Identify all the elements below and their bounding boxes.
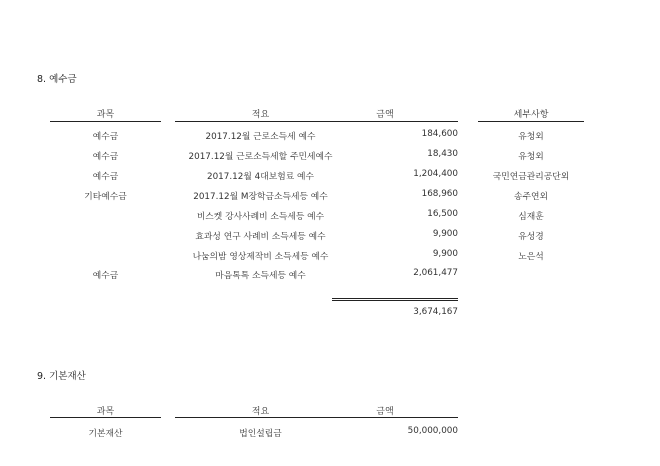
row-detail: 유성경 <box>518 232 544 242</box>
row-description: 2017.12월 근로소득세할 주민세예수 <box>188 152 333 162</box>
row-detail: 국민연금관리공단외 <box>492 172 570 182</box>
row-category: 예수금 <box>92 152 119 162</box>
row-amount: 168,960 <box>421 189 458 199</box>
row-amount: 50,000,000 <box>407 426 458 436</box>
header-amount: 금액 <box>376 407 394 417</box>
row-detail: 유청외 <box>518 152 544 162</box>
row-detail: 노은석 <box>518 252 544 262</box>
section-title-deposits: 8. 예수금 <box>37 74 77 85</box>
header-amount: 금액 <box>376 110 394 120</box>
row-description: 비스켓 강사사례비 소득세등 예수 <box>196 212 325 222</box>
header-underline <box>50 121 161 122</box>
row-description: 2017.12월 4대보험료 예수 <box>206 172 315 182</box>
header-underline <box>175 417 340 418</box>
row-amount: 9,900 <box>432 229 458 239</box>
total-rule-top <box>332 298 458 299</box>
row-category: 예수금 <box>92 132 119 142</box>
row-category: 기타예수금 <box>84 192 127 202</box>
header-description: 적요 <box>251 407 270 417</box>
total-rule-bottom <box>332 300 458 301</box>
row-amount: 18,430 <box>427 149 458 159</box>
row-description: 2017.12월 근로소득세 예수 <box>205 132 316 142</box>
header-underline <box>478 121 584 122</box>
total-amount: 3,674,167 <box>413 307 458 317</box>
header-description: 적요 <box>251 110 270 120</box>
row-detail: 심재훈 <box>518 212 544 222</box>
row-amount: 16,500 <box>427 209 458 219</box>
row-description: 마음톡톡 소득세등 예수 <box>215 271 306 281</box>
row-detail: 송주연외 <box>514 192 548 202</box>
row-category: 기본재산 <box>88 429 123 439</box>
row-description: 나눔의밤 영상제작비 소득세등 예수 <box>192 252 329 262</box>
row-description: 효과성 연구 사례비 소득세등 예수 <box>195 232 326 242</box>
header-underline <box>175 121 340 122</box>
section-title-basic-assets: 9. 기본재산 <box>37 371 86 382</box>
row-amount: 2,061,477 <box>413 268 458 278</box>
row-detail: 유청외 <box>518 132 544 142</box>
header-category: 과목 <box>96 407 115 417</box>
header-underline <box>332 121 458 122</box>
row-amount: 1,204,400 <box>413 169 458 179</box>
header-underline <box>332 417 458 418</box>
row-category: 예수금 <box>92 172 119 182</box>
header-underline <box>50 417 161 418</box>
row-description: 법인설립금 <box>239 429 282 439</box>
row-category: 예수금 <box>92 271 119 281</box>
row-amount: 9,900 <box>432 249 458 259</box>
row-description: 2017.12월 M장학금소득세등 예수 <box>193 192 328 202</box>
header-detail: 세부사항 <box>513 110 549 120</box>
row-amount: 184,600 <box>421 129 458 139</box>
header-category: 과목 <box>96 110 115 120</box>
